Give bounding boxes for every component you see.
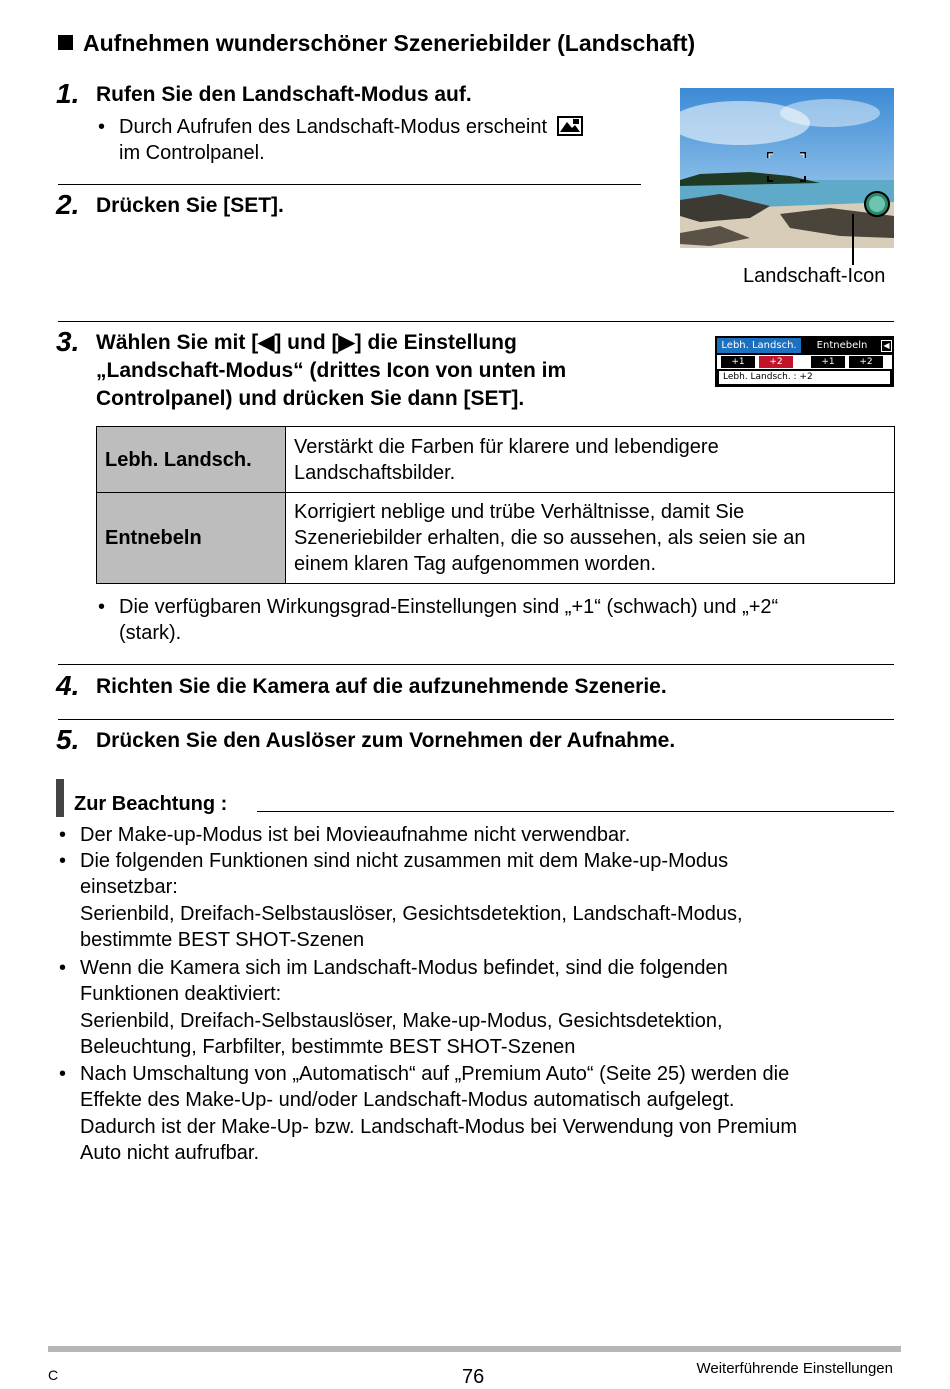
effect-description: [286, 427, 895, 493]
note-title: Zur Beachtung :: [74, 793, 228, 815]
bullet-line: im Controlpanel.: [119, 142, 265, 165]
bullet-line: Die verfügbaren Wirkungsgrad-Einstellungen sind „+1“ (schwach) und „+2“: [119, 596, 779, 618]
section-title-text: Aufnehmen wunderschöner Szeneriebilder (Landschaft): [83, 30, 696, 56]
menu-tab-active: Lebh. Landsch.: [717, 338, 801, 353]
footer-left: C: [48, 1367, 59, 1383]
effects-table: [96, 426, 895, 584]
footer-bar: [48, 1346, 901, 1352]
page-number: 76: [462, 1366, 485, 1388]
step3-bullet: [98, 594, 779, 647]
menu-option: +1: [811, 356, 845, 368]
step-number: 2.: [56, 189, 80, 220]
bullet-dot: •: [59, 957, 67, 979]
step1-bullet: [98, 114, 584, 167]
note-line: Serienbild, Dreifach-Selbstauslöser, Gesichtsdetektion, Landschaft-Modus,: [80, 902, 743, 925]
menu-option: +2: [849, 356, 883, 368]
step-line: Controlpanel) und drücken Sie dann [SET].: [96, 387, 525, 410]
landscape-photo: [680, 88, 894, 248]
divider: [58, 664, 894, 665]
menu-screen: [715, 336, 894, 387]
step-line: „Landschaft-Modus“ (drittes Icon von unten im: [96, 359, 567, 382]
note-item: [59, 955, 728, 1061]
bullet-dot: •: [98, 596, 106, 618]
note-line: Serienbild, Dreifach-Selbstauslöser, Make-up-Modus, Gesichtsdetektion,: [80, 1009, 723, 1032]
note-marker: [56, 779, 64, 817]
note-line: Der Make-up-Modus ist bei Movieaufnahme nicht verwendbar.: [80, 824, 631, 846]
photo-caption: Landschaft-Icon: [743, 265, 886, 287]
bullet-dot: •: [59, 1063, 67, 1085]
note-line: Die folgenden Funktionen sind nicht zusammen mit dem Make-up-Modus: [80, 850, 729, 872]
bullet-dot: •: [59, 824, 67, 846]
note-line: Funktionen deaktiviert:: [80, 983, 282, 1006]
bullet-dot: •: [59, 850, 67, 872]
note-line: Auto nicht aufrufbar.: [80, 1142, 260, 1165]
step-line: Wählen Sie mit [◀] und [▶] die Einstellung: [96, 331, 517, 354]
divider: [58, 719, 894, 720]
step-text: Drücken Sie den Auslöser zum Vornehmen der Aufnahme.: [96, 729, 676, 752]
note-line: Dadurch ist der Make-Up- bzw. Landschaft-Modus bei Verwendung von Premium: [80, 1115, 798, 1138]
description-line: einem klaren Tag aufgenommen worden.: [294, 553, 657, 575]
note-line: einsetzbar:: [80, 876, 178, 899]
step-number: 5.: [56, 724, 80, 755]
callout-line: [852, 214, 854, 265]
bullet-line: Durch Aufrufen des Landschaft-Modus erscheint: [119, 116, 548, 138]
menu-option-selected: +2: [759, 356, 793, 368]
step-text: Richten Sie die Kamera auf die aufzunehmende Szenerie.: [96, 675, 667, 698]
note-line: Effekte des Make-Up- und/oder Landschaft-Modus automatisch aufgelegt.: [80, 1089, 735, 1112]
step-text: Drücken Sie [SET].: [96, 194, 284, 217]
landscape-mode-icon: [556, 115, 584, 137]
note-rule: [257, 811, 894, 812]
step-text: Rufen Sie den Landschaft-Modus auf.: [96, 83, 472, 106]
note-line: Beleuchtung, Farbfilter, bestimmte BEST SHOT-Szenen: [80, 1036, 576, 1059]
description-line: Verstärkt die Farben für klarere und lebendigere: [294, 435, 719, 458]
footer-section: Weiterführende Einstellungen: [696, 1360, 893, 1377]
menu-option: +1: [721, 356, 755, 368]
effect-description: [286, 493, 895, 584]
menu-tab: Entnebeln: [816, 340, 868, 351]
menu-status: Lebh. Landsch. : +2: [719, 371, 890, 384]
note-line: Wenn die Kamera sich im Landschaft-Modus befindet, sind die folgenden: [80, 957, 728, 979]
table-row: [97, 427, 895, 493]
note-item: [59, 1061, 798, 1167]
menu-back-icon: ◀: [881, 340, 892, 352]
divider: [58, 184, 641, 185]
square-bullet-icon: [58, 35, 73, 50]
step-number: 4.: [56, 670, 80, 701]
divider: [58, 321, 894, 322]
section-title: [58, 30, 695, 57]
effect-name: Entnebeln: [97, 493, 286, 584]
step-text: [96, 329, 566, 413]
description-line: Landschaftsbilder.: [294, 461, 456, 484]
bullet-dot: •: [98, 116, 106, 138]
note-item: [59, 848, 743, 954]
step-number: 1.: [56, 78, 80, 109]
step-number: 3.: [56, 326, 80, 357]
effect-name: Lebh. Landsch.: [97, 427, 286, 493]
table-row: [97, 493, 895, 584]
description-line: Korrigiert neblige und trübe Verhältnisse, damit Sie: [294, 501, 745, 523]
description-line: Szeneriebilder erhalten, die so aussehen, als seien sie an: [294, 527, 806, 549]
note-line: Nach Umschaltung von „Automatisch“ auf „Premium Auto“ (Seite 25) werden die: [80, 1063, 790, 1085]
note-item: [59, 822, 631, 848]
bullet-line: (stark).: [119, 622, 182, 645]
note-line: bestimmte BEST SHOT-Szenen: [80, 929, 365, 952]
